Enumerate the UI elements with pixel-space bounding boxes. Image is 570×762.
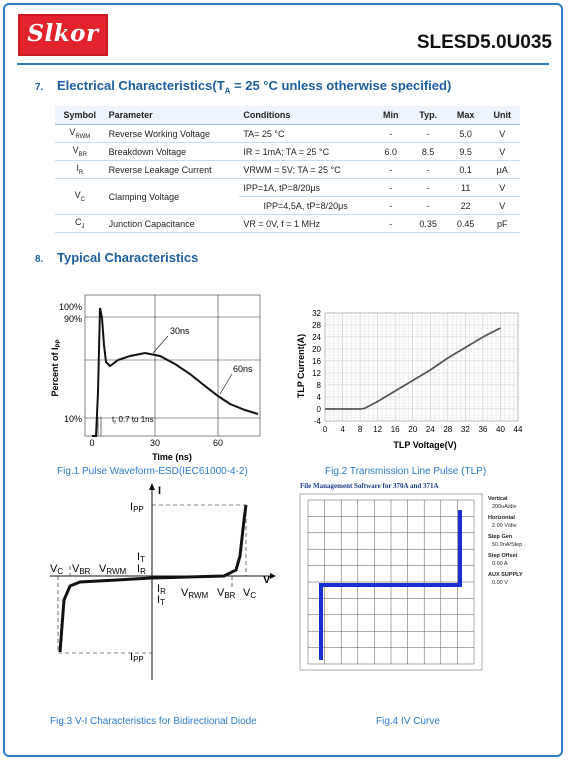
- fig1-annotation-30ns: 30ns: [170, 326, 190, 336]
- symbol-main: I: [76, 163, 79, 174]
- cell-parameter: Reverse Leakage Current: [105, 161, 240, 179]
- fig1-tr-rest: 0.7 to 1ns: [116, 415, 154, 424]
- fig1-annotation-60ns: 60ns: [233, 364, 253, 374]
- col-parameter: Parameter: [105, 106, 240, 125]
- fig3-vbr-r: V: [217, 587, 225, 599]
- section-number: 8.: [35, 254, 44, 265]
- fig2-xtick: 44: [513, 425, 523, 434]
- fig3-vrwm-r: V: [181, 587, 189, 599]
- symbol-sub: C: [80, 196, 85, 203]
- fig3-ir-b: I: [157, 583, 161, 595]
- fig3-vbr-l: V: [72, 563, 80, 575]
- fig3-vbr-r-sub: BR: [224, 591, 236, 600]
- company-logo: Slkor: [18, 14, 108, 56]
- fig4-setting-value: 0.00 A: [492, 560, 508, 567]
- fig4-setting-label: Vertical: [488, 496, 508, 502]
- fig3-caption: Fig.3 V-I Characteristics for Bidirectional Diode: [50, 716, 257, 727]
- fig3-it-b-sub: T: [160, 598, 165, 607]
- fig2-ytick: 0: [316, 405, 321, 414]
- cell-min: -: [372, 215, 409, 233]
- cell-parameter: Breakdown Voltage: [105, 143, 240, 161]
- fig2-xtick: 20: [408, 425, 418, 434]
- section-title-sub: A: [224, 86, 231, 96]
- fig3-vrwm-l-sub: RWM: [106, 567, 127, 576]
- col-typ: Typ.: [409, 106, 447, 125]
- fig4-setting: [488, 534, 548, 549]
- fig4-setting-label: AUX SUPPLY: [488, 572, 523, 578]
- fig3-axis-i: I: [158, 485, 162, 497]
- fig2-xtick: 12: [373, 425, 383, 434]
- fig4-setting: [488, 572, 548, 587]
- cell-min: -: [372, 125, 409, 143]
- fig2-xtick: 40: [496, 425, 505, 434]
- fig3-ir-b-sub: R: [160, 587, 166, 596]
- fig2-ytick: 8: [316, 381, 321, 390]
- fig3-ipp-top-sub: PP: [133, 505, 144, 514]
- symbol-sub: J: [81, 223, 85, 230]
- fig4-setting-value: 200uA/div: [492, 503, 517, 510]
- cell-typ: 0.35: [409, 215, 447, 233]
- cell-min: -: [372, 161, 409, 179]
- cell-conditions: VRWM = 5V; TA = 25 °C: [239, 161, 372, 179]
- symbol-main: V: [69, 127, 76, 138]
- fig1-caption: Fig.1 Pulse Waveform-ESD(IEC61000-4-2): [57, 466, 248, 477]
- fig3-vc-l-sub: C: [57, 567, 64, 576]
- fig1-xtick: 60: [212, 438, 224, 448]
- symbol-main: C: [75, 217, 82, 228]
- cell-min: -: [372, 197, 409, 215]
- fig1-ytick: 100%: [58, 302, 82, 312]
- fig3-ipp-bot: I: [130, 651, 134, 663]
- fig4-setting-value: 0.00 V: [492, 579, 508, 586]
- cell-max: 9.5: [447, 143, 484, 161]
- fig1-xtick: 30: [149, 438, 161, 448]
- fig4-settings-panel: [488, 496, 548, 587]
- fig4-setting: [488, 515, 548, 530]
- section-title: Typical Characteristics: [57, 250, 199, 265]
- cell-min: -: [372, 179, 409, 197]
- fig1-tr: t: [112, 415, 115, 424]
- cell-conditions: IPP=1A, tP=8/20μs: [239, 179, 372, 197]
- fig3-it-t-sub: T: [140, 555, 145, 564]
- section-title: Electrical Characteristics(T: [57, 78, 225, 93]
- cell-conditions: VR = 0V, f = 1 MHz: [239, 215, 372, 233]
- col-max: Max: [447, 106, 484, 125]
- cell-unit: μA: [484, 161, 520, 179]
- cell-parameter: Junction Capacitance: [105, 215, 240, 233]
- cell-unit: V: [484, 197, 520, 215]
- symbol-sub: RWM: [75, 133, 91, 140]
- cell-conditions: TA= 25 °C: [239, 125, 372, 143]
- col-min: Min: [372, 106, 409, 125]
- cell-max: 11: [447, 179, 484, 197]
- fig1-tr-sub: r: [114, 420, 117, 426]
- cell-typ: -: [409, 125, 447, 143]
- fig3-vc-r: V: [243, 587, 251, 599]
- fig2-xtick: 28: [443, 425, 453, 434]
- section-number: 7.: [35, 82, 44, 93]
- fig4-caption: Fig.4 IV Curve: [376, 716, 440, 727]
- fig4-title: File Management Software for 370A and 371A: [300, 482, 439, 490]
- fig3-axis-v: V: [263, 574, 271, 586]
- fig1-xtick: 0: [89, 438, 95, 448]
- fig4-setting: [488, 496, 548, 511]
- cell-min: 6.0: [372, 143, 409, 161]
- fig2-xtick: 32: [460, 425, 470, 434]
- cell-conditions: IR = 1mA; TA = 25 °C: [239, 143, 372, 161]
- fig2-xtick: 8: [357, 425, 363, 434]
- fig2-ytick: -4: [313, 417, 321, 426]
- fig2-ytick: 16: [312, 357, 321, 366]
- fig3-vc-r-sub: C: [250, 591, 257, 600]
- symbol-sub: BR: [78, 151, 87, 158]
- fig2-ytick: 20: [312, 345, 321, 354]
- fig1-ytick: 10%: [63, 414, 82, 424]
- fig2-xtick: 24: [425, 425, 435, 434]
- cell-unit: V: [484, 125, 520, 143]
- cell-typ: -: [409, 179, 447, 197]
- fig2-xtick: 16: [390, 425, 400, 434]
- fig4-setting: [488, 553, 548, 568]
- cell-unit: V: [484, 179, 520, 197]
- fig4-setting-value: 2.00 V/div: [492, 522, 517, 529]
- fig1-ylabel-main: Percent of I: [50, 347, 60, 397]
- symbol-main: V: [72, 145, 79, 156]
- cell-unit: V: [484, 143, 520, 161]
- col-conditions: Conditions: [239, 106, 372, 125]
- symbol-main: V: [74, 190, 81, 201]
- fig2-caption: Fig.2 Transmission Line Pulse (TLP): [325, 466, 487, 477]
- section-title-rest: = 25 °C unless otherwise specified): [230, 78, 452, 93]
- cell-typ: -: [409, 161, 447, 179]
- fig2-xtick: 4: [340, 425, 345, 434]
- fig3-vbr-l-sub: BR: [79, 567, 91, 576]
- fig2-xtick: 0: [322, 425, 328, 434]
- cell-unit: pF: [484, 215, 520, 233]
- fig4-setting-label: Horizontal: [488, 515, 515, 521]
- fig4-setting-label: Step Offset: [488, 553, 518, 559]
- cell-typ: 8.5: [409, 143, 447, 161]
- fig1-ylabel-sub: PP: [56, 339, 62, 348]
- fig3-ir-t: I: [137, 563, 141, 575]
- fig3-it-t: I: [137, 551, 141, 563]
- fig2-ylabel: TLP Current(A): [296, 333, 306, 399]
- col-symbol: Symbol: [55, 106, 105, 125]
- cell-parameter: Clamping Voltage: [105, 179, 240, 215]
- fig3-vrwm-l: V: [99, 563, 107, 575]
- part-number: SLESD5.0U035: [416, 32, 552, 53]
- fig2-ytick: 32: [312, 309, 321, 318]
- fig2-ytick: 12: [312, 369, 321, 378]
- cell-max: 0.1: [447, 161, 484, 179]
- fig3-vc-l: V: [50, 563, 58, 575]
- fig3-ipp-top: I: [130, 501, 134, 513]
- cell-typ: -: [409, 197, 447, 215]
- cell-max: 22: [447, 197, 484, 215]
- cell-max: 0.45: [447, 215, 484, 233]
- fig2-xtick: 36: [478, 425, 488, 434]
- symbol-sub: R: [78, 169, 84, 176]
- fig4-setting-value: 50.0nA/Step: [492, 541, 523, 548]
- fig3-ir-t-sub: R: [140, 567, 146, 576]
- fig2-ytick: 28: [312, 321, 321, 330]
- fig1-xlabel: Time (ns): [152, 452, 192, 462]
- cell-conditions: IPP=4.5A, tP=8/20μs: [239, 197, 372, 215]
- fig1-ytick: 90%: [63, 314, 82, 324]
- fig2-xlabel: TLP Voltage(V): [393, 440, 457, 450]
- fig3-vrwm-r-sub: RWM: [188, 591, 209, 600]
- fig4-setting-label: Step Gen: [488, 534, 513, 540]
- fig2-ytick: 4: [316, 393, 321, 402]
- fig3-it-b: I: [157, 594, 161, 606]
- fig2-ytick: 24: [312, 333, 321, 342]
- fig3-ipp-bot-sub: PP: [133, 655, 144, 664]
- cell-parameter: Reverse Working Voltage: [105, 125, 240, 143]
- col-unit: Unit: [484, 106, 520, 125]
- cell-max: 5.0: [447, 125, 484, 143]
